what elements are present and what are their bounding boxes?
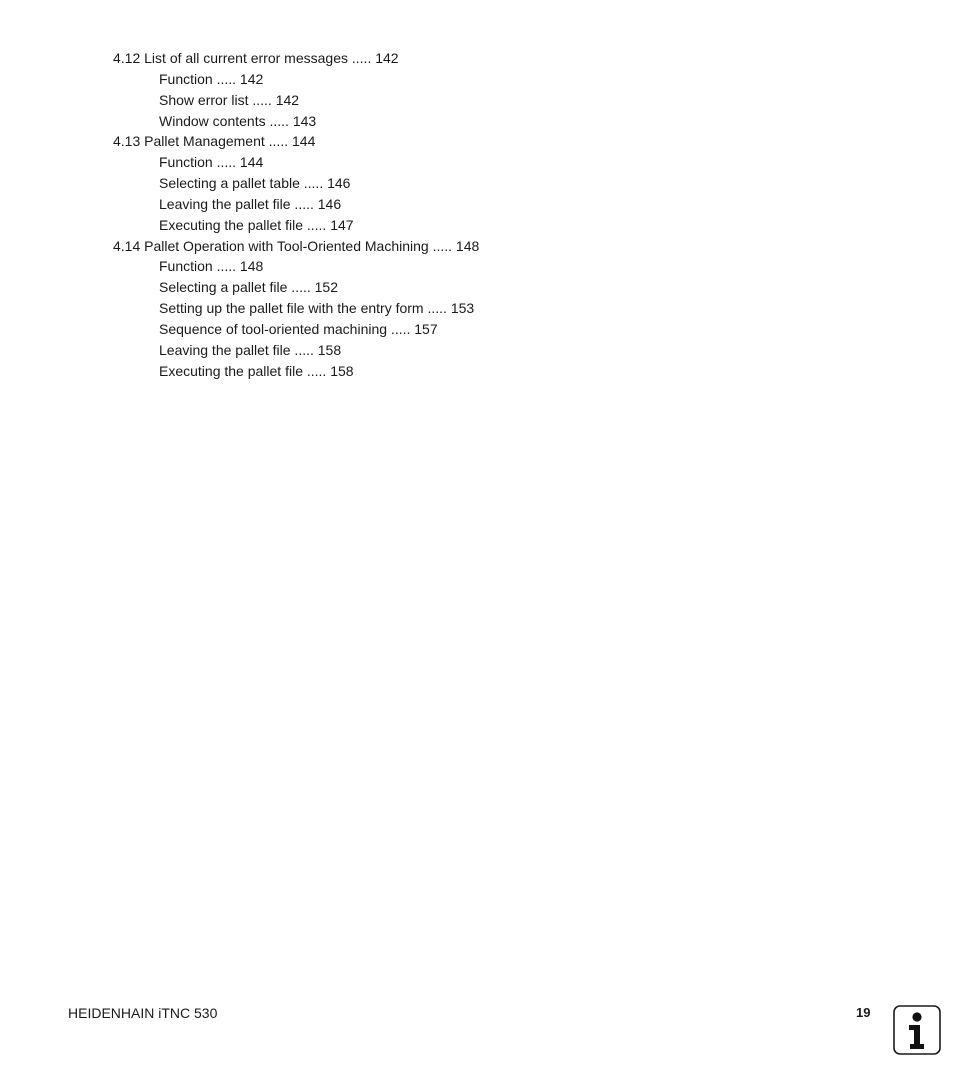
toc-section: 4.13 Pallet Management ..... 144 — [113, 133, 316, 150]
toc-entry: Leaving the pallet file ..... 146 — [159, 195, 342, 212]
toc-entry: Setting up the pallet file with the entry form ..... 153 — [159, 300, 475, 317]
toc-entry: Selecting a pallet table ..... 146 — [159, 175, 351, 192]
toc-entry: Sequence of tool-oriented machining ..... 157 — [159, 320, 438, 337]
toc-section: 4.14 Pallet Operation with Tool-Oriented Machining ..... 148 — [113, 237, 480, 254]
page-number: 19 — [856, 1005, 871, 1020]
toc-entry: Function ..... 142 — [159, 70, 264, 87]
toc-entry: Show error list ..... 142 — [159, 91, 300, 108]
info-icon — [893, 1005, 941, 1055]
footer-title: HEIDENHAIN iTNC 530 — [68, 1005, 218, 1021]
table-of-contents — [113, 48, 479, 382]
toc-entry: Selecting a pallet file ..... 152 — [159, 279, 338, 296]
toc-entry: Function ..... 148 — [159, 258, 264, 275]
toc-entry: Function ..... 144 — [159, 154, 264, 171]
toc-entry: Executing the pallet file ..... 158 — [159, 362, 354, 379]
toc-entry: Leaving the pallet file ..... 158 — [159, 341, 342, 358]
toc-entry: Executing the pallet file ..... 147 — [159, 216, 354, 233]
toc-entry: Window contents ..... 143 — [159, 112, 317, 129]
toc-section: 4.12 List of all current error messages ..... 142 — [113, 50, 399, 66]
